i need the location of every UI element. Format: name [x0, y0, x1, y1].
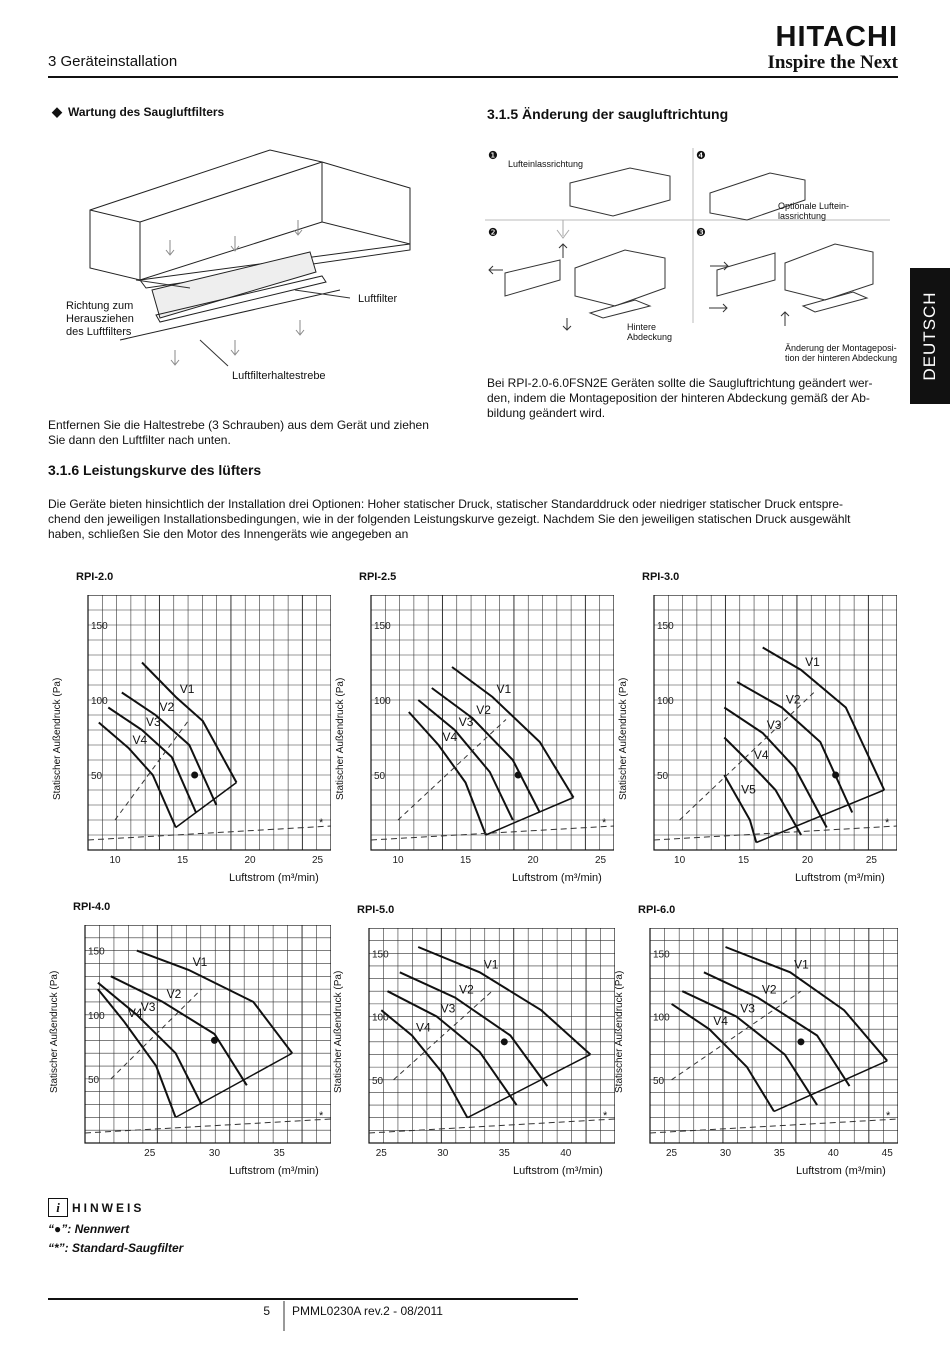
chart-plot: [55, 925, 331, 1163]
header-rule: [48, 76, 898, 78]
series-label: V4: [442, 730, 458, 744]
operating-limit-line: [756, 790, 884, 843]
label-optional-inlet: Optionale Luftein- lassrichtung: [778, 201, 850, 221]
info-icon: i: [48, 1198, 68, 1217]
x-tick-label: 20: [244, 855, 256, 866]
filter-heading: ◆ Wartung des Saugluftfilters: [52, 104, 225, 119]
x-axis-label: Luftstrom (m³/min): [229, 872, 319, 884]
fan-curve-description: Die Geräte bieten hinsichtlich der Installation drei Optionen: Hoher statischer Druck, statischer Standarddruck oder niedriger statischer Druck entspre- chend den jeweiligen Installationsbedingungen, wie in der folgenden Leistungskurve gezeigt. Nachdem Sie den jeweiligen statischen Druck ausgewählt haben, schließen Sie den Motor des Innengeräts wie angegeben an: [48, 497, 851, 541]
page-number: 5: [263, 1304, 270, 1318]
y-axis-label: Statischer Außendruck (Pa): [335, 677, 346, 800]
y-tick-label: 50: [372, 1075, 384, 1087]
step-1-icon: ❶: [488, 150, 498, 162]
y-tick-label: 50: [653, 1075, 665, 1087]
series-label: V1: [496, 682, 512, 696]
x-tick-label: 40: [560, 1148, 572, 1159]
y-tick-label: 100: [653, 1012, 670, 1024]
series-label: V1: [192, 954, 208, 969]
footer-separator: [283, 1301, 285, 1331]
x-tick-label: 35: [773, 1148, 785, 1159]
y-axis-label: Statischer Außendruck (Pa): [333, 970, 344, 1093]
label-inlet-direction: Lufteinlassrichtung: [508, 159, 584, 169]
rated-point: [515, 772, 522, 779]
note-standard-filter: “*”: Standard-Saugfilter: [48, 1241, 184, 1255]
note-box: [48, 1198, 183, 1255]
operating-limit-line: [774, 1061, 887, 1112]
chart-title: RPI-3.0: [642, 571, 680, 583]
x-tick-label: 40: [827, 1148, 839, 1159]
standard-filter-line: [88, 826, 331, 840]
x-axis-label: Luftstrom (m³/min): [795, 872, 885, 884]
series-label: V3: [440, 1001, 456, 1016]
x-tick-label: 15: [737, 855, 750, 866]
section-title: 3 Geräteinstallation: [48, 53, 178, 70]
intake-illustration: [485, 148, 900, 368]
y-tick-label: 150: [653, 949, 670, 961]
filter-instructions: Entfernen Sie die Haltestrebe (3 Schrauben) aus dem Gerät und ziehen Sie dann den Luftfilter nach unten.: [48, 418, 429, 447]
x-tick-label: 25: [144, 1148, 156, 1159]
standard-filter-mark: *: [885, 817, 890, 829]
plot-frame: [85, 925, 331, 1143]
series-label: V4: [713, 1014, 728, 1029]
x-axis-label: Luftstrom (m³/min): [512, 872, 602, 884]
chart-plot: [624, 595, 897, 870]
language-tab: DEUTSCH: [910, 268, 950, 404]
y-axis-label: Statischer Außendruck (Pa): [614, 970, 625, 1093]
y-tick-label: 100: [374, 696, 391, 707]
x-tick-label: 45: [881, 1148, 893, 1159]
x-tick-label: 25: [311, 855, 324, 866]
standard-filter-mark: *: [319, 1110, 324, 1122]
y-tick-label: 150: [372, 949, 389, 961]
brand-tagline: Inspire the Next: [767, 52, 898, 73]
x-tick-label: 10: [674, 855, 686, 866]
rated-point: [211, 1037, 218, 1044]
y-tick-label: 50: [374, 771, 386, 782]
rated-point: [832, 772, 839, 779]
series-label: V3: [140, 999, 156, 1014]
series-curve-v1: [452, 667, 574, 798]
operating-limit-line: [486, 798, 574, 836]
x-axis-label: Luftstrom (m³/min): [513, 1165, 603, 1177]
x-tick-label: 20: [527, 855, 539, 866]
x-tick-label: 30: [208, 1148, 221, 1159]
series-label: V4: [127, 1006, 143, 1021]
y-tick-label: 50: [91, 771, 103, 782]
standard-filter-mark: *: [319, 817, 324, 829]
standard-filter-line: [85, 1119, 331, 1133]
chart-title: RPI-2.5: [359, 571, 397, 583]
grid: [88, 595, 331, 850]
x-tick-label: 10: [109, 855, 121, 866]
rated-point: [191, 772, 198, 779]
chart-plot: [620, 928, 898, 1163]
chart-title: RPI-6.0: [638, 904, 676, 916]
x-tick-label: 35: [498, 1148, 510, 1159]
footer-rule: [48, 1298, 578, 1300]
x-tick-label: 25: [666, 1148, 678, 1159]
y-tick-label: 150: [91, 621, 108, 632]
series-label: V1: [805, 655, 820, 669]
y-axis-label: Statischer Außendruck (Pa): [618, 677, 629, 800]
series-label: V2: [459, 982, 474, 997]
label-filter-strut: Luftfilterhaltestrebe: [232, 370, 326, 382]
step-3-icon: ❸: [696, 227, 706, 239]
series-label: V2: [159, 700, 175, 714]
step-2-icon: ❷: [488, 227, 498, 239]
intake-heading: 3.1.5 Änderung der saugluftrichtung: [487, 106, 729, 122]
standard-filter-line: [650, 1119, 898, 1133]
x-tick-label: 15: [176, 855, 189, 866]
chart-title: RPI-4.0: [73, 901, 111, 913]
standard-filter-line: [371, 826, 614, 840]
y-tick-label: 150: [374, 621, 391, 632]
y-tick-label: 50: [657, 771, 669, 782]
series-label: V3: [146, 715, 161, 729]
standard-filter-line: [369, 1119, 615, 1133]
chart-plot: [58, 595, 331, 870]
standard-filter-mark: *: [602, 817, 607, 829]
x-tick-label: 15: [459, 855, 472, 866]
label-cover-change: Änderung der Montageposi- tion der hinteren Abdeckung: [785, 343, 898, 363]
label-air-filter: Luftfilter: [358, 293, 398, 305]
standard-filter-mark: *: [886, 1110, 891, 1122]
series-label: V3: [458, 715, 474, 729]
y-tick-label: 100: [88, 1010, 105, 1022]
y-axis-label: Statischer Außendruck (Pa): [49, 970, 60, 1093]
series-label: V2: [166, 986, 182, 1001]
x-tick-label: 30: [719, 1148, 732, 1159]
series-label: V4: [416, 1020, 431, 1035]
x-tick-label: 30: [437, 1148, 449, 1159]
document-reference: PMML0230A rev.2 - 08/2011: [292, 1304, 443, 1318]
brand-logo: [767, 22, 898, 74]
series-label: V2: [761, 982, 777, 997]
grid: [85, 925, 331, 1143]
standard-filter-line: [654, 826, 897, 840]
series-label: V1: [483, 957, 499, 972]
series-label: V1: [179, 682, 195, 696]
chart-title: RPI-5.0: [357, 904, 395, 916]
x-tick-label: 25: [375, 1148, 387, 1159]
note-title: HINWEIS: [72, 1200, 145, 1215]
x-tick-label: 25: [865, 855, 877, 866]
y-tick-label: 50: [88, 1074, 100, 1086]
operating-limit-line: [467, 1054, 590, 1117]
chart-plot: [339, 928, 615, 1163]
y-tick-label: 150: [88, 946, 105, 958]
filter-illustration: [60, 140, 460, 380]
y-axis-label: Statischer Außendruck (Pa): [52, 677, 63, 800]
chart-title: RPI-2.0: [76, 571, 114, 583]
x-tick-label: 20: [801, 855, 814, 866]
series-label: V5: [741, 782, 756, 797]
rated-point: [797, 1038, 804, 1045]
x-tick-label: 25: [594, 855, 607, 866]
series-label: V3: [740, 1001, 755, 1016]
series-label: V4: [753, 748, 769, 762]
step-4-icon: ❹: [696, 150, 706, 162]
y-tick-label: 100: [91, 696, 108, 707]
label-pull-direction: Richtung zum Herausziehen des Luftfilters: [66, 300, 134, 338]
series-label: V3: [766, 718, 782, 732]
note-rated-value: “●”: Nennwert: [48, 1222, 130, 1236]
y-tick-label: 100: [657, 696, 674, 707]
series-label: V4: [132, 733, 148, 747]
label-rear-cover: Hintere Abdeckung: [627, 322, 673, 342]
system-curve: [680, 693, 814, 821]
intake-instructions: Bei RPI-2.0-6.0FSN2E Geräten sollte die Saugluftrichtung geändert wer- den, indem die Montageposition der hinteren Abdeckung gemäß der Ab- bildung geändert wird.: [487, 376, 873, 420]
plot-frame: [88, 595, 331, 850]
series-label: V2: [476, 703, 491, 717]
x-tick-label: 10: [392, 855, 404, 866]
fan-curve-heading: 3.1.6 Leistungskurve des lüfters: [48, 462, 262, 478]
series-label: V2: [785, 692, 801, 707]
rated-point: [501, 1038, 508, 1045]
brand-name: HITACHI: [775, 21, 898, 53]
x-axis-label: Luftstrom (m³/min): [796, 1165, 886, 1177]
y-tick-label: 150: [657, 621, 674, 632]
x-tick-label: 35: [273, 1148, 285, 1159]
x-axis-label: Luftstrom (m³/min): [229, 1165, 319, 1177]
series-label: V1: [794, 957, 809, 972]
y-tick-label: 100: [372, 1012, 389, 1024]
diamond-bullet-icon: ◆: [52, 104, 62, 119]
standard-filter-mark: *: [603, 1110, 608, 1122]
operating-limit-line: [176, 1053, 293, 1117]
chart-plot: [341, 595, 614, 870]
